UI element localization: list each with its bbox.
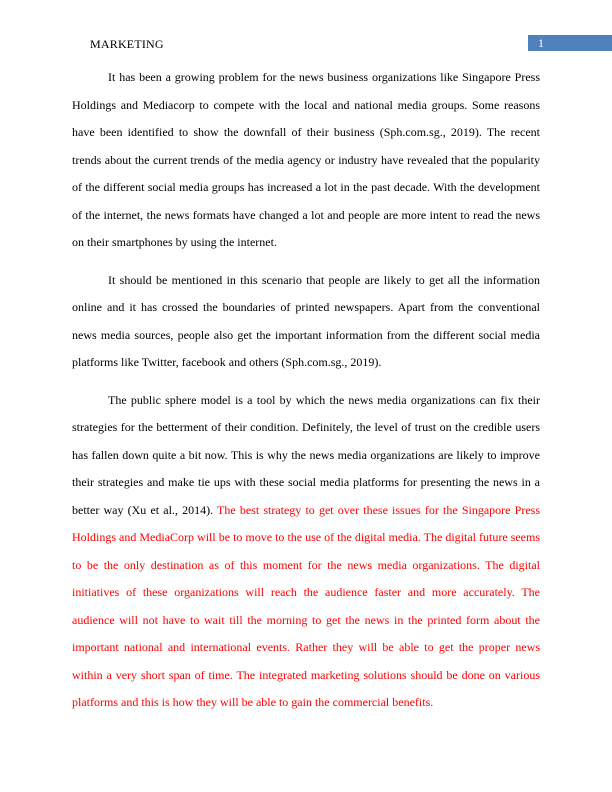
paragraph-1	[72, 64, 540, 257]
paragraph-3-text: The public sphere model is a tool by which the news media organizations can fix their strategies for the betterment of their condition. Definitely, the level of trust on the credible users has fallen down quite a bit now. This is why the news media organizations are likely to improve their strategies and make tie ups with these social media platforms for presenting the news in a better way (Xu et al., 2014).	[72, 392, 540, 517]
running-header-title: MARKETING	[90, 37, 164, 51]
paragraph-1-text: It has been a growing problem for the news business organizations like Singapore Press Holdings and Mediacorp to compete with the local and national media groups. Some reasons have been identified to show the downfall of their business (Sph.com.sg., 2019). The recent trends about the current trends of the media agency or industry have revealed that the popularity of the different social media groups has increased a lot in the past decade. With the development of the internet, the news formats have changed a lot and people are more intent to read the news on their smartphones by using the internet.	[72, 70, 540, 249]
page-number: 1	[538, 36, 544, 50]
paragraph-2-text: It should be mentioned in this scenario that people are likely to get all the information online and it has crossed the boundaries of printed newspapers. Apart from the conventional news media sources, people also get the important information from the different social media platforms like Twitter, facebook and others (Sph.com.sg., 2019).	[72, 272, 540, 369]
paragraph-3-highlighted-text: The best strategy to get over these issues for the Singapore Press Holdings and MediaCorp will be to move to the use of the digital media. The digital future seems to be the only destination as of this moment for the news media organizations. The digital initiatives of these organizations will reach the audience faster and more accurately. The audience will not have to wait till the morning to get the news in the printed form about the important national and international events. Rather they will be able to get the proper news within a very short span of time. The integrated marketing solutions should be done on various platforms and this is how they will be able to gain the commercial benefits.	[72, 502, 540, 709]
page-number-badge	[528, 35, 612, 51]
paragraph-3	[72, 387, 540, 717]
body-text	[72, 64, 540, 727]
paragraph-2	[72, 267, 540, 377]
